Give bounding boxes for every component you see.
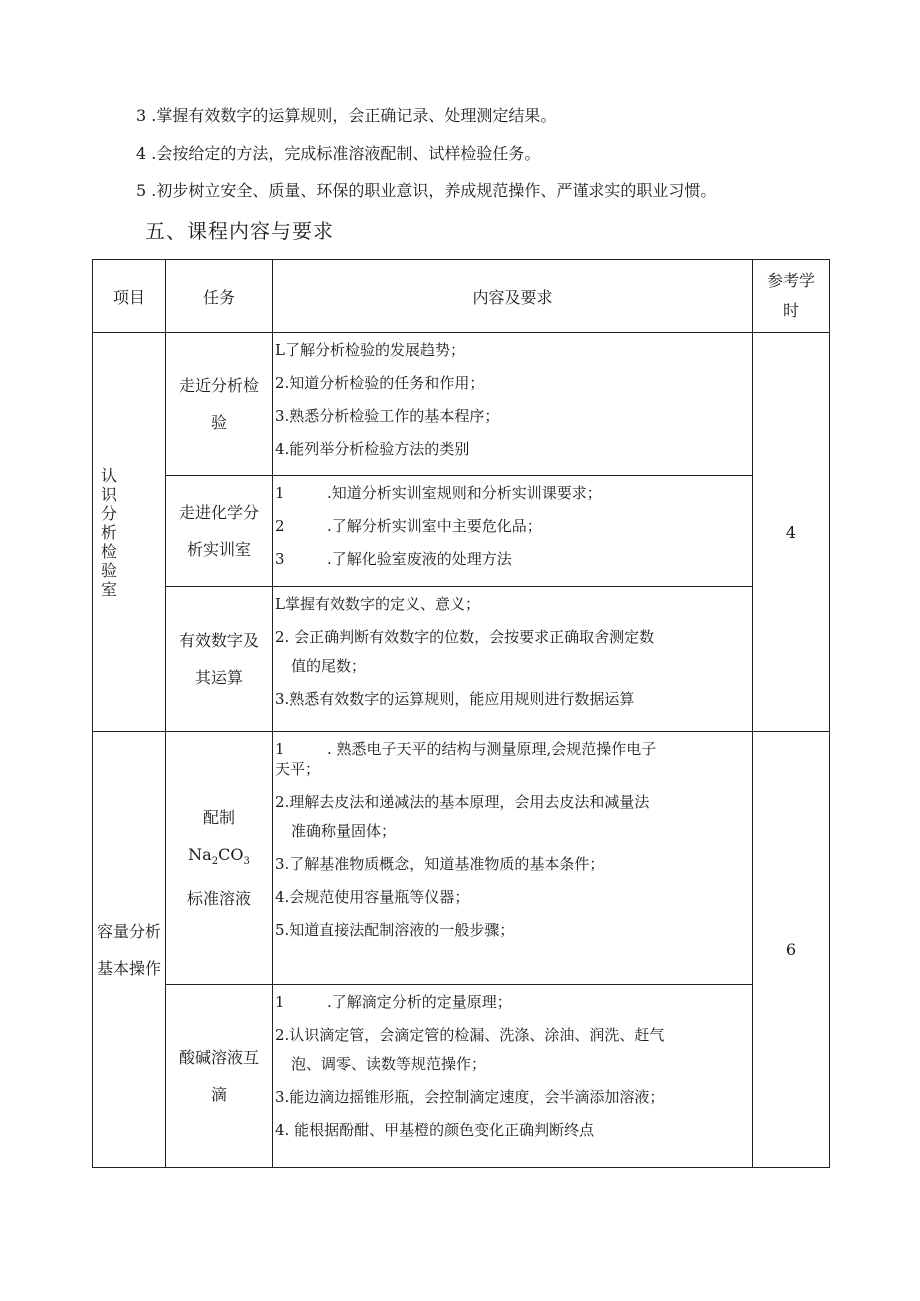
project-name: 认识分析检验室 [101,465,118,599]
content-item: 5.知道直接法配制溶液的一般步骤； [275,921,515,939]
section-title: 五、课程内容与要求 [145,219,334,243]
content-item: 2 .了解分析实训室中主要危化品； [275,517,542,535]
content-item: 3.能边滴边摇锥形瓶，会控制滴定速度，会半滴添加溶液； [275,1088,665,1106]
content-item: 3.熟悉分析检验工作的基本程序； [275,407,500,425]
content-item: 1 .知道分析实训室规则和分析实训课要求； [275,484,602,502]
content-item: 4. 能根据酚酣、甲基橙的颜色变化正确判断终点 [275,1121,595,1139]
task-name-sub: 2 [211,856,219,868]
content-item: L掌握有效数字的定义、意义； [275,595,480,613]
header-content: 内容及要求 [273,260,753,333]
task-name-sub: 3 [243,856,250,868]
table-row [93,333,830,476]
content-cell [273,732,753,985]
hours-cell: 6 [753,732,830,1168]
content-item: 1 .了解滴定分析的定量原理； [275,993,512,1011]
intro-line-3: 3 .掌握有效数字的运算规则，会正确记录、处理测定结果。 [136,106,557,125]
content-cell [273,985,753,1168]
content-item: 1 . 熟悉电子天平的结构与测量原理,会规范操作电子 天平； [275,740,657,778]
content-item: 2. 会正确判断有效数字的位数，会按要求正确取舍测定数 值的尾数； [275,628,655,675]
content-item: 4.能列举分析检验方法的类别 [275,440,470,458]
content-cell [273,476,753,587]
task-name-mid: CO [218,844,244,864]
task-name-post: 标准溶液 [186,889,251,909]
content-cell [273,587,753,732]
task-name-pre: 配制 Na [188,807,235,864]
table-header-row [93,260,830,333]
table-row [93,985,830,1168]
content-item: 3.熟悉有效数字的运算规则，能应用规则进行数据运算 [275,690,635,708]
hours-cell: 4 [753,333,830,732]
header-hours: 参考学时 [753,260,830,333]
header-task: 任务 [166,260,273,333]
task-cell: 走进化学分析实训室 [166,476,273,587]
task-cell: 走近分析检验 [166,333,273,476]
content-item: 3.了解基准物质概念，知道基准物质的基本条件； [275,855,605,873]
table-row [93,587,830,732]
task-cell: 酸碱溶液互滴 [166,985,273,1168]
task-cell [166,732,273,985]
content-item: 3 .了解化验室废液的处理方法 [275,550,512,568]
content-cell [273,333,753,476]
content-item: 2.认识滴定管，会滴定管的检漏、洗涤、涂油、润洗、赶气 泡、调零、读数等规范操作； [275,1026,665,1073]
table-row [93,476,830,587]
content-item: 2.理解去皮法和递减法的基本原理，会用去皮法和减量法 准确称量固体； [275,793,650,840]
header-project: 项目 [93,260,166,333]
intro-line-5: 5 .初步树立安全、质量、环保的职业意识，养成规范操作、严谨求实的职业习惯。 [136,181,717,200]
course-content-table [92,259,830,1168]
content-item: L了解分析检验的发展趋势； [275,341,465,359]
project-cell: 容量分析基本操作 [93,732,166,1168]
task-cell: 有效数字及其运算 [166,587,273,732]
content-item: 2.知道分析检验的任务和作用； [275,374,485,392]
content-item: 4.会规范使用容量瓶等仪器； [275,888,470,906]
intro-line-4: 4 .会按给定的方法，完成标准溶液配制、试样检验任务。 [136,144,541,163]
project-cell [93,333,166,732]
table-row [93,732,830,985]
